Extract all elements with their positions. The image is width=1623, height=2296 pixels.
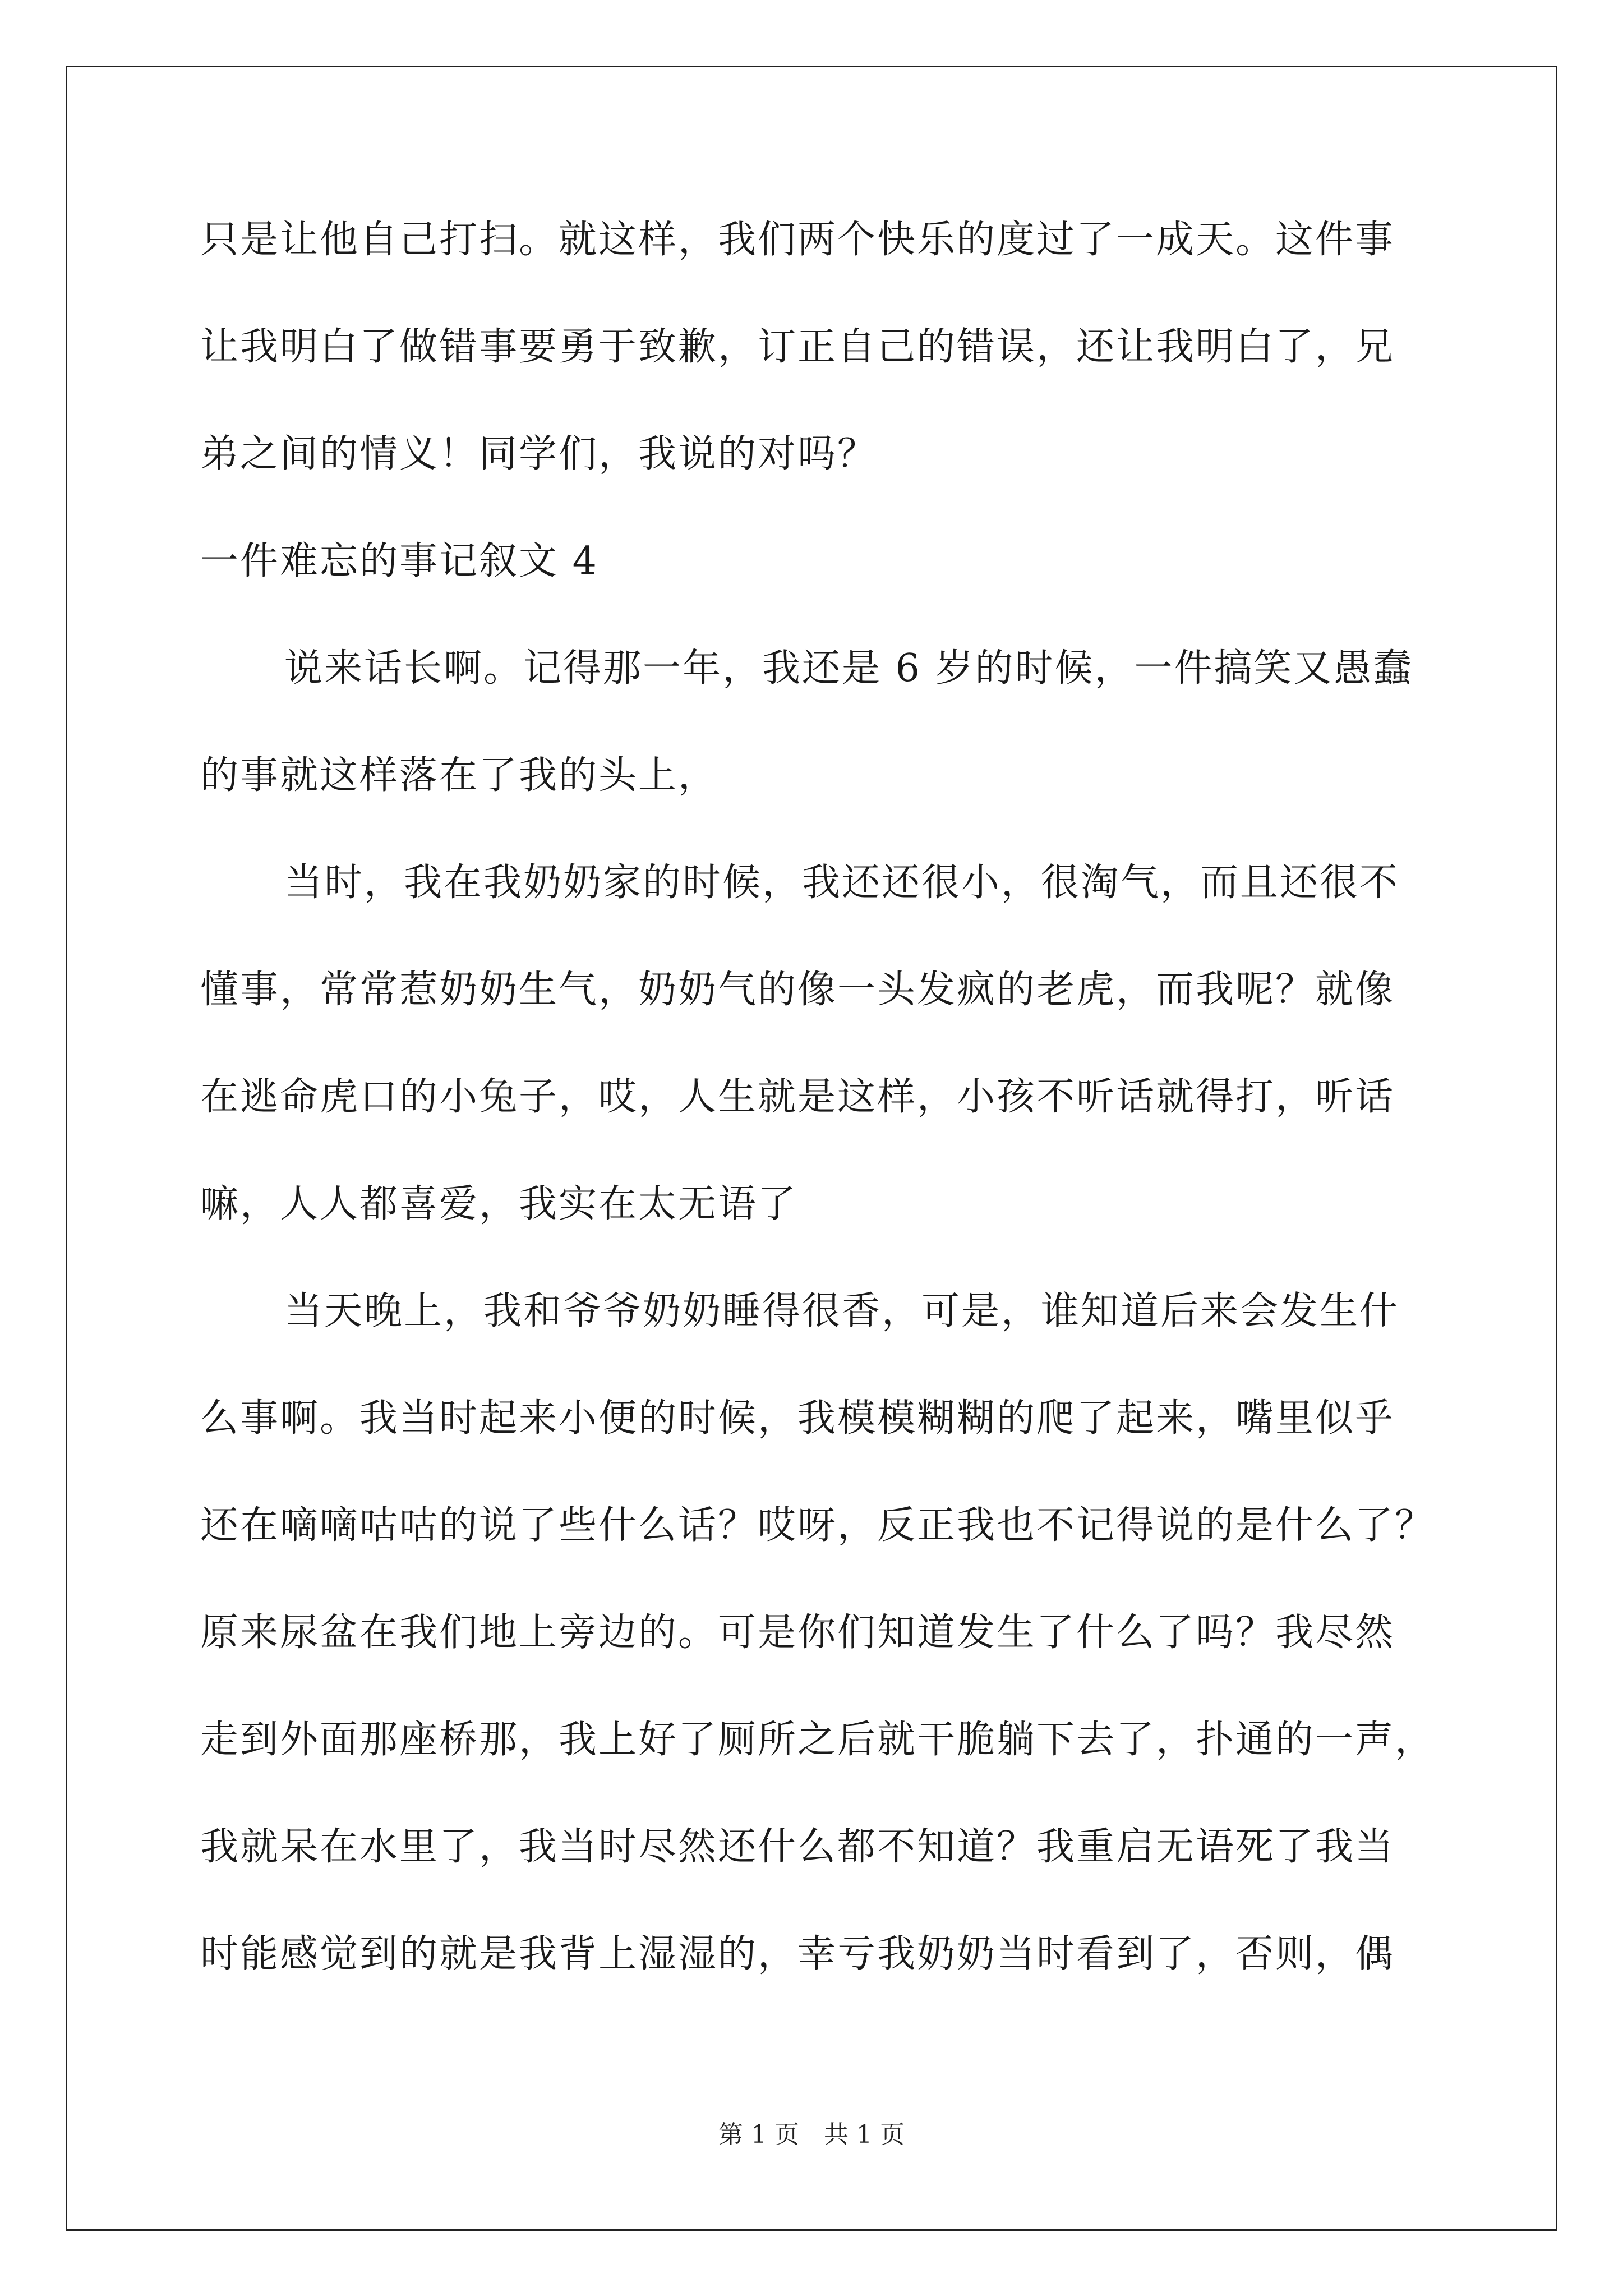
text-line: 我就呆在水里了，我当时尽然还什么都不知道？我重启无语死了我当 — [200, 1825, 1395, 1869]
text-line: 嘛，人人都喜爱，我实在太无语了 — [200, 1182, 798, 1226]
text-line: 时能感觉到的就是我背上湿湿的，幸亏我奶奶当时看到了，否则，偶 — [200, 1932, 1395, 1976]
text-line: 弟之间的情义！同学们，我说的对吗？ — [200, 432, 878, 476]
text-line: 么事啊。我当时起来小便的时候，我模模糊糊的爬了起来，嘴里似乎 — [200, 1396, 1395, 1441]
text-line: 的事就这样落在了我的头上， — [200, 753, 718, 798]
text-line: 还在嘀嘀咕咕的说了些什么话？哎呀，反正我也不记得说的是什么了？ — [200, 1503, 1435, 1548]
paragraph-first-line: 说来话长啊。记得那一年，我还是 6 岁的时候，一件搞笑又愚蠢 — [284, 646, 1413, 691]
text-line: 只是让他自己打扫。就这样，我们两个快乐的度过了一成天。这件事 — [200, 218, 1395, 262]
document-body — [200, 213, 1434, 2035]
text-line: 懂事，常常惹奶奶生气，奶奶气的像一头发疯的老虎，而我呢？就像 — [200, 968, 1395, 1012]
section-heading: 一件难忘的事记叙文 4 — [200, 539, 598, 583]
text-line: 原来尿盆在我们地上旁边的。可是你们知道发生了什么了吗？我尽然 — [200, 1611, 1395, 1655]
text-line: 让我明白了做错事要勇于致歉，订正自己的错误，还让我明白了，兄 — [200, 325, 1395, 369]
paragraph-first-line: 当天晚上，我和爷爷奶奶睡得很香，可是，谁知道后来会发生什 — [284, 1289, 1400, 1333]
page-footer: 第 1 页 共 1 页 — [718, 2120, 905, 2149]
text-line: 走到外面那座桥那，我上好了厕所之后就干脆躺下去了，扑通的一声， — [200, 1718, 1435, 1762]
text-line: 在逃命虎口的小兔子，哎，人生就是这样，小孩不听话就得打，听话 — [200, 1075, 1395, 1119]
paragraph-first-line: 当时，我在我奶奶家的时候，我还还很小，很淘气，而且还很不 — [284, 861, 1400, 905]
